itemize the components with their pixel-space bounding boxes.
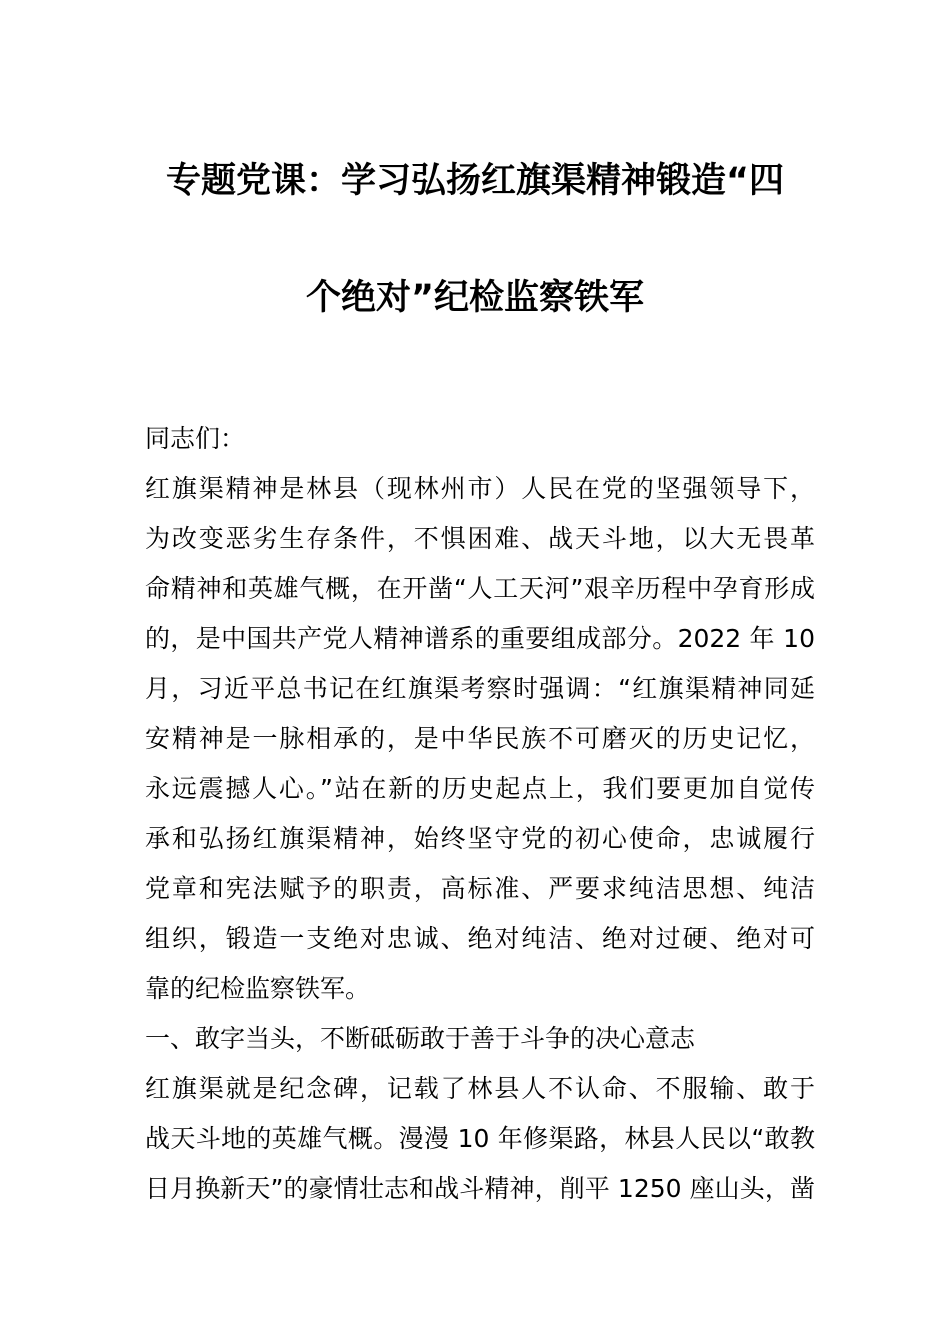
- body-line-14: 战天斗地的英雄气概。漫漫 10 年修渠路，林县人民以“敢教: [145, 1124, 815, 1153]
- body-line-1: 红旗渠精神是林县（现林州市）人民在党的坚强领导下，: [145, 474, 815, 503]
- body-line-10: 组织，锻造一支绝对忠诚、绝对纯洁、绝对过硬、绝对可: [145, 924, 815, 953]
- body-line-8: 承和弘扬红旗渠精神，始终坚守党的初心使命，忠诚履行: [145, 824, 815, 853]
- section-heading-1: 一、敢字当头，不断砥砺敢于善于斗争的决心意志: [145, 1024, 696, 1053]
- document-title-line-2: 个绝对”纪检监察铁军: [305, 278, 644, 318]
- body-line-13: 红旗渠就是纪念碑，记载了林县人不认命、不服输、敢于: [145, 1074, 815, 1103]
- body-line-15: 日月换新天”的豪情壮志和战斗精神，削平 1250 座山头，凿: [145, 1174, 815, 1203]
- body-line-9: 党章和宪法赋予的职责，高标准、严要求纯洁思想、纯洁: [145, 874, 815, 903]
- body-line-3: 命精神和英雄气概，在开凿“人工天河”艰辛历程中孕育形成: [145, 574, 815, 603]
- document-body: [145, 414, 815, 1214]
- document-title-line-1: 专题党课：学习弘扬红旗渠精神锻造“四: [165, 161, 784, 201]
- body-line-11: 靠的纪检监察铁军。: [145, 974, 371, 1003]
- body-line-7: 永远震撼人心。”站在新的历史起点上，我们要更加自觉传: [145, 774, 815, 803]
- body-line-5: 月，习近平总书记在红旗渠考察时强调：“红旗渠精神同延: [145, 674, 815, 703]
- body-line-2: 为改变恶劣生存条件，不惧困难、战天斗地，以大无畏革: [145, 524, 815, 553]
- salutation: 同志们：: [145, 424, 246, 453]
- body-line-4: 的，是中国共产党人精神谱系的重要组成部分。2022 年 10: [145, 624, 815, 653]
- body-line-6: 安精神是一脉相承的，是中华民族不可磨灭的历史记忆，: [145, 724, 815, 753]
